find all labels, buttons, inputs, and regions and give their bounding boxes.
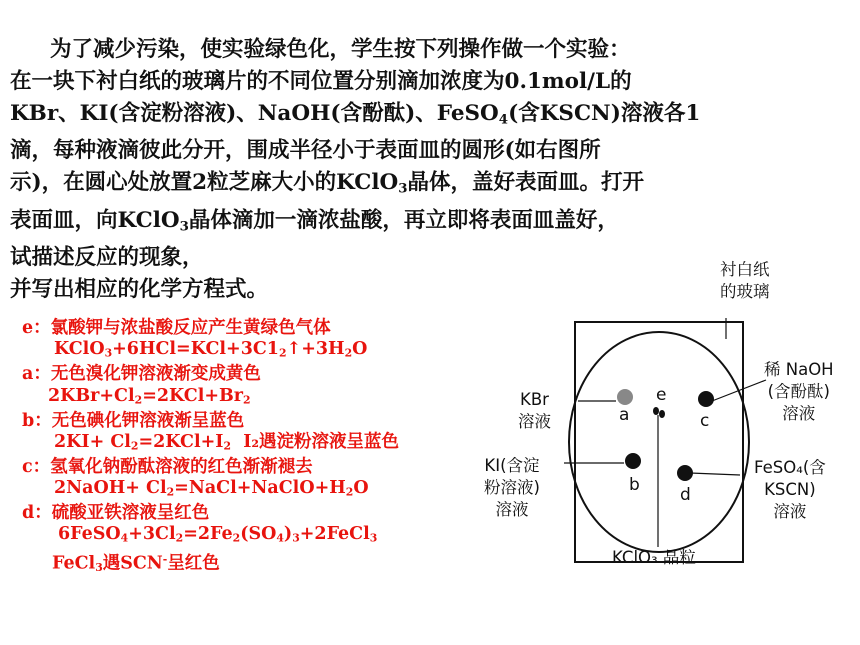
corner-label: 衬白纸 的玻璃 [720, 260, 770, 301]
crystal-e-1 [653, 407, 659, 415]
answer-block [22, 318, 492, 579]
equation-d: $6FeSO_4+3Cl_2=2Fe_2(SO_4)_3+2FeCl_3$ [58, 524, 378, 546]
point-e-label: e [656, 385, 667, 405]
naoh-label: 稀 NaOH (含酚酞) 溶液 [764, 360, 834, 423]
equation-a: $2KBr+Cl_2=2KCl+Br_2$ [48, 385, 251, 407]
droplet-c [698, 391, 714, 407]
droplet-b [625, 453, 641, 469]
kbr-label: KBr 溶液 [518, 390, 551, 431]
point-d-label: d [680, 485, 691, 505]
problem-line-5: 示)，在圆心处放置2粒芝麻大小的KClO$_3$晶体，盖好表面皿。打开 [10, 170, 645, 197]
droplet-d [677, 465, 693, 481]
answer-a: a：无色溴化钾溶液渐变成黄色 [22, 364, 261, 385]
crystal-e-2 [659, 410, 665, 418]
answer-b: b：无色碘化钾溶液渐呈蓝色 [22, 410, 245, 431]
point-c-label: c [700, 411, 710, 431]
droplet-a [617, 389, 633, 405]
answer-d: d：硫酸亚铁溶液呈红色 [22, 503, 210, 524]
problem-line-7: 试描述反应的现象， [10, 244, 204, 270]
kclo3-label: KClO₃ 晶粒 [612, 548, 696, 567]
problem-line-3: KBr、KI(含淀粉溶液)、NaOH(含酚酞)、FeSO$_4$(含KSCN)溶液各1 [10, 101, 701, 128]
point-b-label: b [629, 475, 640, 495]
watch-glass-circle [569, 332, 749, 552]
problem-line-1: 为了减少污染，使实验绿色化，学生按下列操作做一个实验： [50, 37, 631, 62]
ki-label: KI(含淀 粉溶液) 溶液 [484, 456, 540, 519]
feso4-label: FeSO₄(含 KSCN) 溶液 [754, 458, 826, 521]
problem-line-4: 滴，每种液滴彼此分开，围成半径小于表面皿的圆形(如右图所 [10, 138, 601, 164]
equation-e: $KClO_3+6HCl=KCl+3C1_2↑+3H_2O$ [54, 339, 368, 360]
note-d: FeCl$_3$遇SCN-呈红色 [52, 553, 220, 575]
point-a-label: a [619, 405, 630, 425]
experiment-diagram [478, 255, 858, 575]
problem-line-6: 表面皿，向KClO$_3$晶体滴加一滴浓盐酸，再立即将表面皿盖好， [10, 207, 619, 234]
problem-line-2: 在一块下衬白纸的玻璃片的不同位置分别滴加浓度为0.1mol/L的 [10, 69, 632, 94]
answer-c: c：氢氧化钠酚酞溶液的红色渐渐褪去 [22, 456, 313, 477]
equation-c: 2NaOH+ $Cl_2=NaCl+NaClO+H_2O$ [54, 478, 369, 499]
answer-e: e：氯酸钾与浓盐酸反应产生黄绿色气体 [22, 318, 331, 338]
equation-b: $2KI+ Cl_2=2KCl+I_2$ I₂遇淀粉溶液呈蓝色 [54, 431, 400, 453]
leader-naoh [712, 380, 766, 401]
note-b: I₂遇淀粉溶液呈蓝色 [243, 431, 400, 452]
leader-feso4 [690, 473, 740, 475]
problem-line-8: 并写出相应的化学方程式。 [10, 276, 269, 302]
